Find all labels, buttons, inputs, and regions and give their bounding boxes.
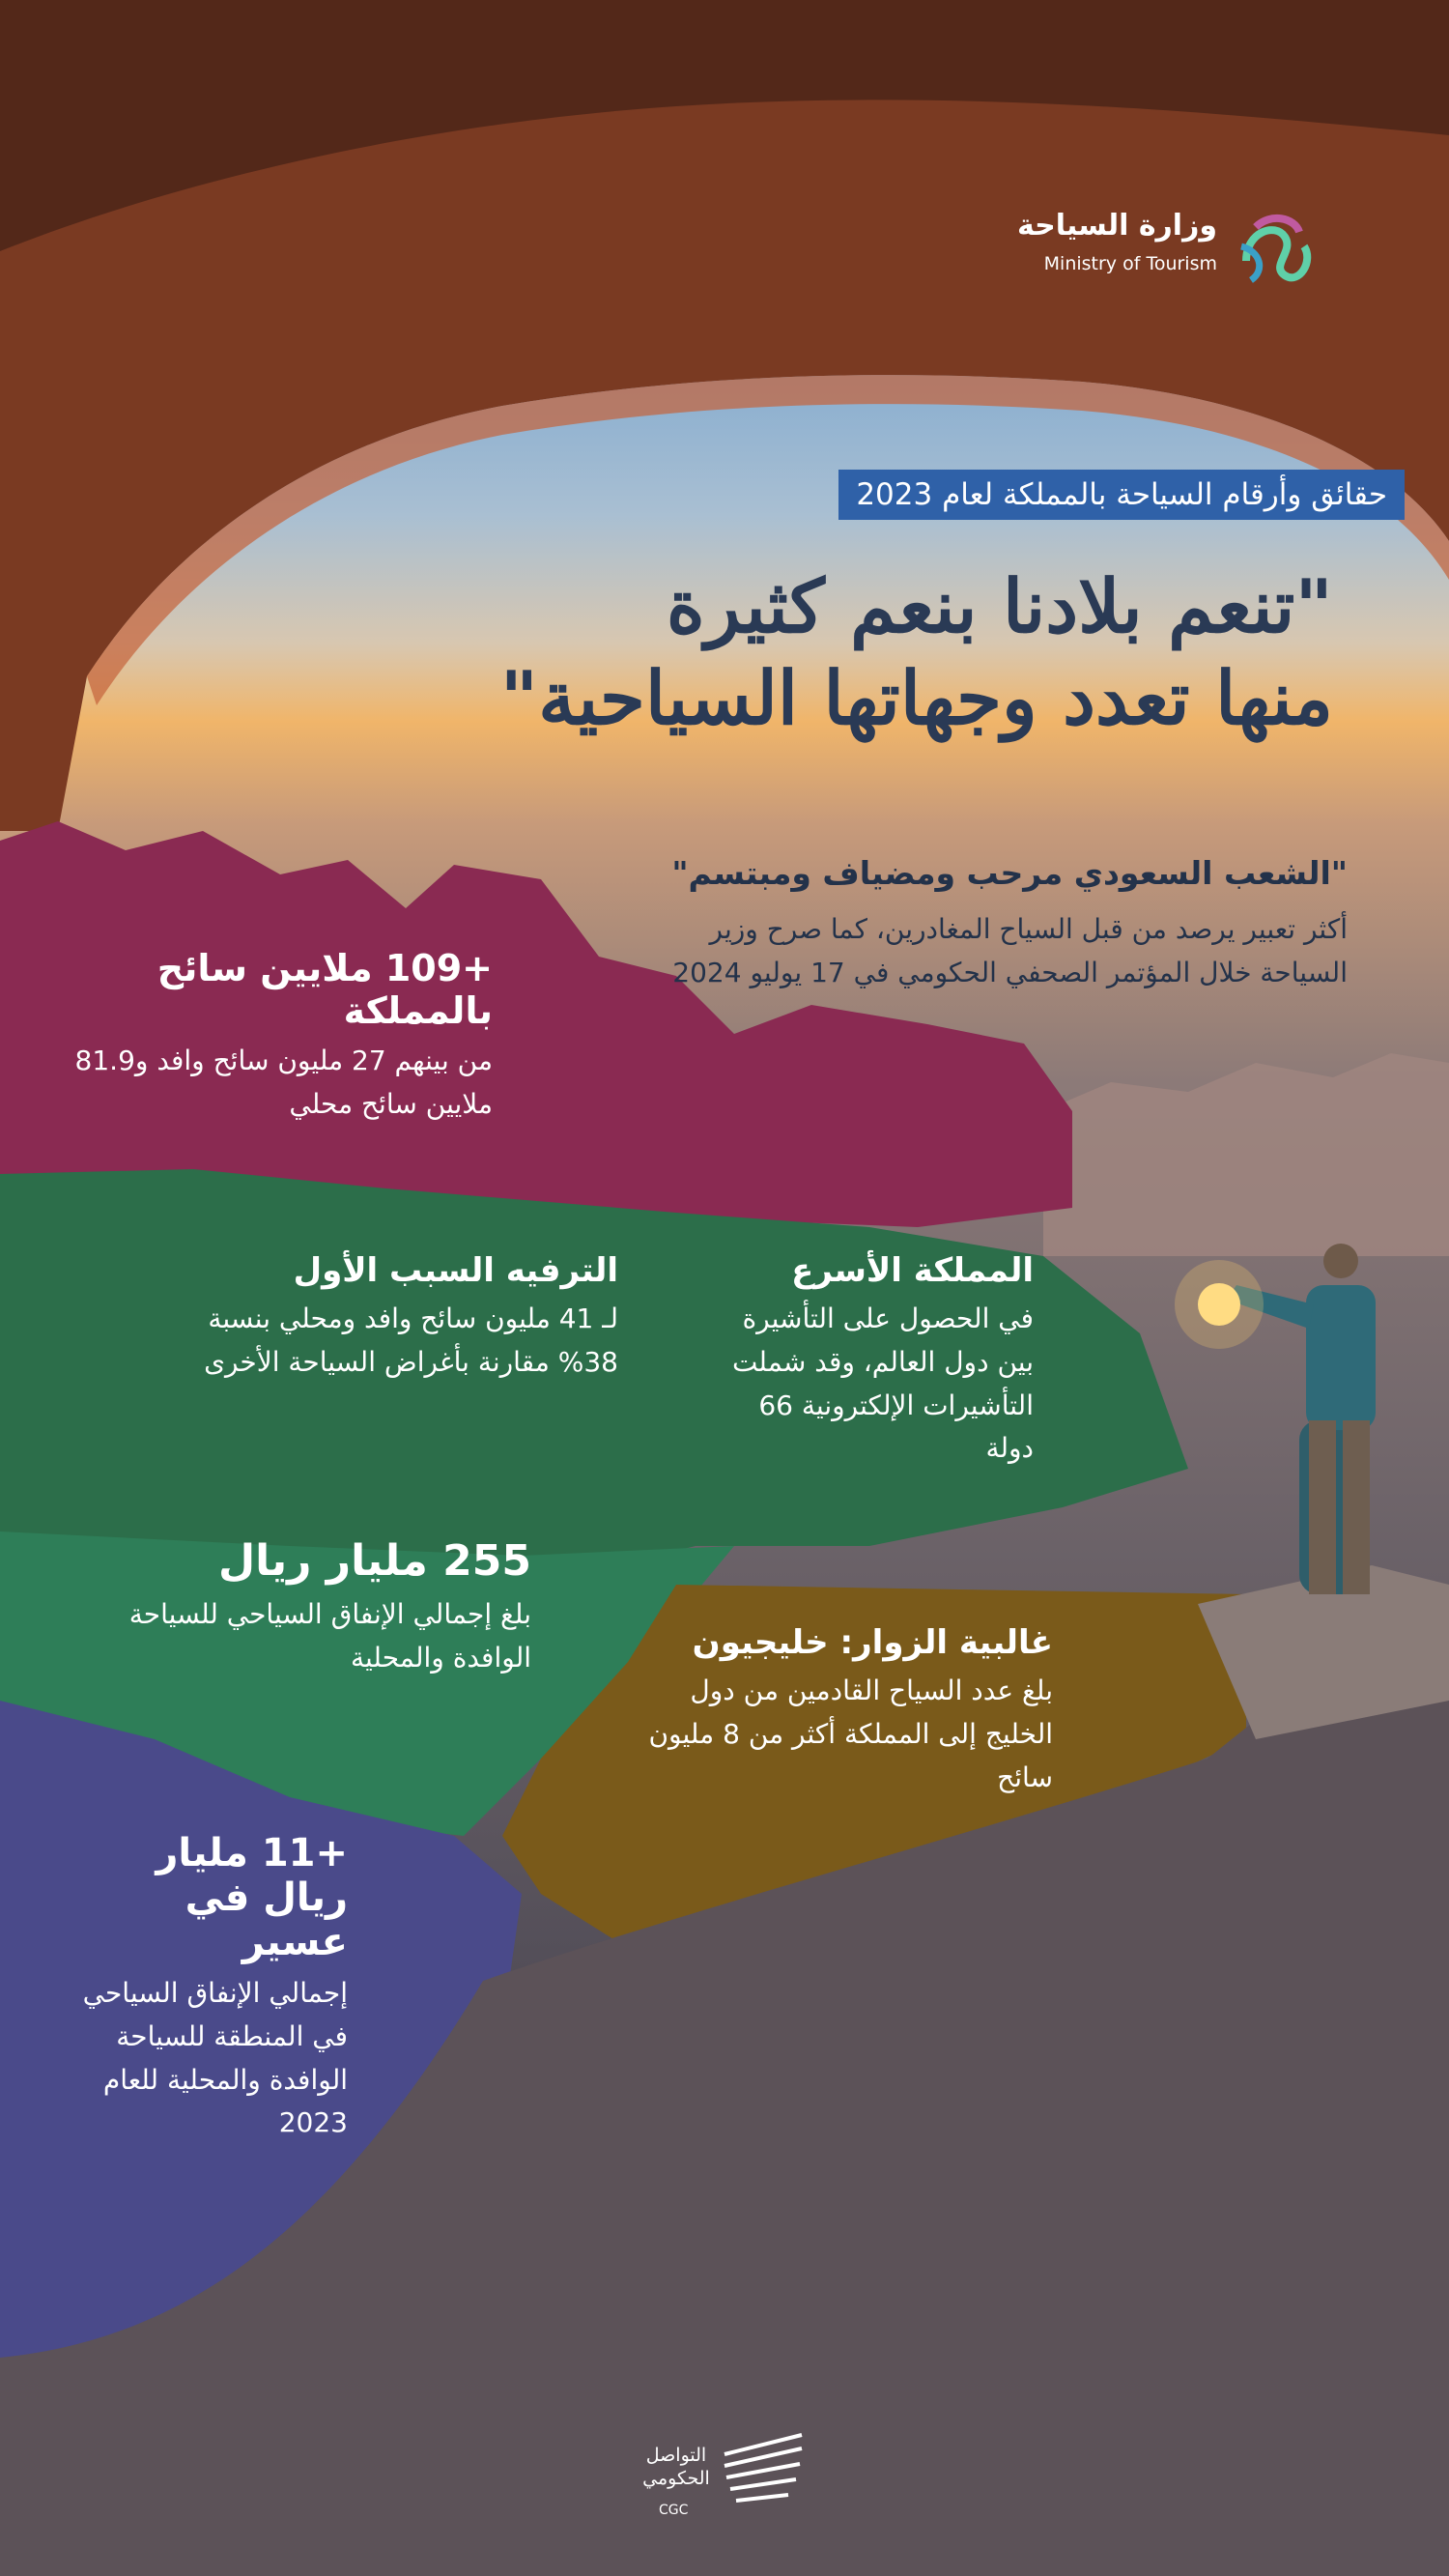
card-visas-body: في الحصول على التأشيرة بين دول العالم، وقد شملت التأشيرات الإلكترونية 66 دولة — [731, 1302, 1034, 1465]
headline — [174, 560, 1333, 744]
headline-line-2: منها تعدد وجهاتها السياحية" — [499, 655, 1333, 741]
cgc-logo-icon — [715, 2425, 811, 2532]
card-spending — [106, 1536, 531, 1680]
cgc-name-ar-line-2: الحكومي — [642, 2467, 710, 2489]
ministry-logo — [1014, 203, 1323, 290]
cgc-name-ar-line-1: التواصل — [645, 2445, 707, 2466]
card-visitors-title: +109 ملايين سائح بالمملكة — [156, 947, 493, 1032]
card-spending-title: 255 مليار ريال — [217, 1536, 531, 1586]
card-visitors-body: من بينهم 27 مليون سائح وافد و81.9 ملايين سائح محلي — [74, 1045, 493, 1120]
card-leisure — [174, 1251, 618, 1385]
card-gulf — [628, 1623, 1053, 1799]
card-visas-title: المملكة الأسرع — [791, 1251, 1034, 1290]
distant-mountains — [1043, 1053, 1449, 1256]
card-asir-title: +11 مليار ريال في عسير — [156, 1831, 348, 1964]
cgc-name-ar — [638, 2445, 715, 2491]
card-gulf-title: غالبية الزوار: خليجيون — [692, 1623, 1053, 1662]
cgc-logo — [638, 2425, 811, 2532]
card-asir — [68, 1831, 348, 2145]
ministry-logo-icon — [1227, 203, 1323, 290]
headline-line-1: "تنعم بلادنا بنعم كثيرة — [666, 563, 1333, 649]
card-leisure-body: لـ 41 مليون سائح وافد ومحلي بنسبة 38% مقارنة بأغراض السياحة الأخرى — [204, 1302, 618, 1378]
ministry-name-ar: وزارة السياحة — [1016, 209, 1217, 243]
ministry-name-en: Ministry of Tourism — [1043, 253, 1217, 274]
card-asir-body: إجمالي الإنفاق السياحي في المنطقة للسياحة الوافدة والمحلية للعام 2023 — [82, 1977, 348, 2139]
card-leisure-title: الترفيه السبب الأول — [293, 1251, 618, 1290]
card-spending-body: بلغ إجمالي الإنفاق السياحي للسياحة الوافدة والمحلية — [128, 1598, 531, 1674]
card-visitors — [39, 947, 493, 1127]
quote-body: أكثر تعبير يرصد من قبل السياح المغادرين، كما صرح وزير السياحة خلال المؤتمر الصحفي الحكومي في 17 يوليو 2024 — [672, 913, 1348, 988]
card-visas — [715, 1251, 1034, 1471]
hiker-figure — [1175, 1244, 1376, 1594]
quote-title: "الشعب السعودي مرحب ومضياف ومبتسم" — [671, 854, 1348, 892]
facts-badge: حقائق وأرقام السياحة بالمملكة لعام 2023 — [838, 470, 1405, 520]
cgc-name-en: CGC — [659, 2503, 689, 2518]
card-gulf-body: بلغ عدد السياح القادمين من دول الخليج إلى المملكة أكثر من 8 مليون سائح — [648, 1674, 1053, 1793]
